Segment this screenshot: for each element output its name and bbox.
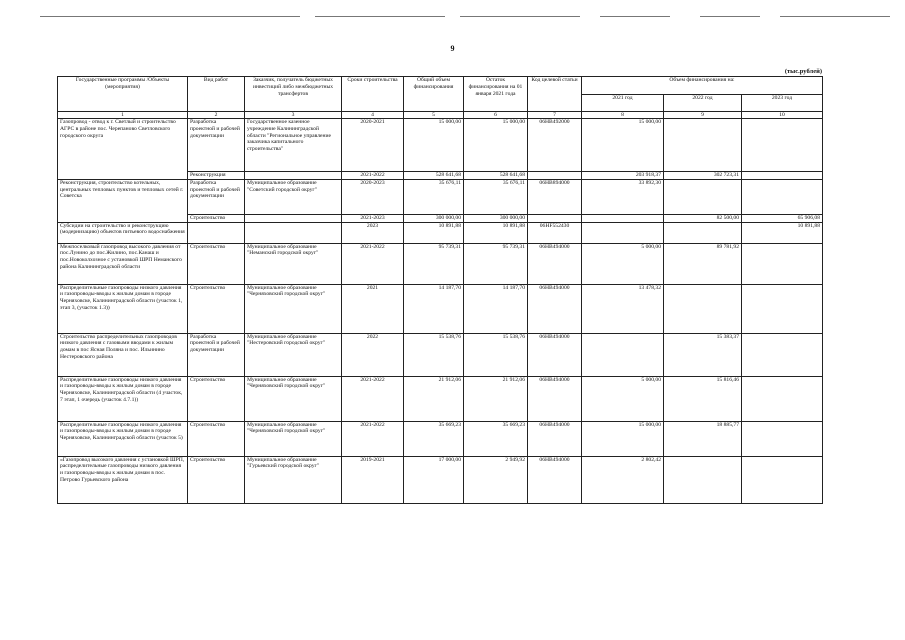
work-type: Строительство: [188, 243, 245, 284]
units-note: (тыс.рублей): [784, 68, 822, 75]
amount-2022: [664, 119, 742, 172]
amount-2022: 82 500,00: [664, 214, 742, 222]
target-code: 06НВ494000: [528, 284, 582, 333]
rest-amount: 21 912,06: [464, 376, 528, 421]
program-name: «Газопровод высокого давления с установкой ШРП, распределительные газопроводы низкого давления и газопроводы-вводы к жилым домам в пос. Петрово Гурьевского района: [58, 456, 188, 503]
target-code: [528, 172, 582, 180]
work-type: Строительство: [188, 214, 245, 222]
total-amount: 15 000,00: [404, 119, 464, 172]
target-code: 06НВ494000: [528, 376, 582, 421]
column-number: 9: [664, 112, 742, 119]
amount-2022: 15 816,46: [664, 376, 742, 421]
rest-amount: 10 891,88: [464, 222, 528, 243]
rest-amount: 35 676,11: [464, 179, 528, 214]
rest-amount: 300 000,00: [464, 214, 528, 222]
term: 2023: [342, 222, 404, 243]
work-type: Строительство: [188, 284, 245, 333]
amount-2023: [742, 333, 823, 376]
amount-2023: [742, 456, 823, 503]
amount-2021: 13 478,32: [582, 284, 664, 333]
column-number: 1: [58, 112, 188, 119]
total-amount: 528 641,68: [404, 172, 464, 180]
table-row: [58, 119, 823, 172]
amount-2022: [664, 179, 742, 214]
rest-amount: 15 000,00: [464, 119, 528, 172]
total-amount: 10 891,88: [404, 222, 464, 243]
customer: Муниципальное образование "Черняховский городской округ": [245, 284, 342, 333]
customer: [245, 222, 342, 243]
amount-2021: 33 892,30: [582, 179, 664, 214]
header-term: Сроки строительства: [342, 77, 404, 112]
target-code: 06НВ494000: [528, 421, 582, 456]
table-row: [58, 222, 823, 243]
total-amount: 300 000,00: [404, 214, 464, 222]
amount-2023: 10 891,88: [742, 222, 823, 243]
column-number: 5: [404, 112, 464, 119]
amount-2022: [664, 222, 742, 243]
rest-amount: 15 538,76: [464, 333, 528, 376]
amount-2023: [742, 284, 823, 333]
header-rest: Остаток финансирования на 01 января 2021 года: [464, 77, 528, 112]
page-number: 9: [450, 44, 455, 53]
amount-2021: [582, 222, 664, 243]
work-type: Разработка проектной и рабочей документации: [188, 119, 245, 172]
target-code: 06НВ494000: [528, 456, 582, 503]
program-name: Распределительные газопроводы низкого давления и газопроводы-вводы к жилым домам в городе Черняховске, Калининградской области (4 участок, 7 этап, 1 очередь (участок 4.7.1)): [58, 376, 188, 421]
amount-2023: [742, 119, 823, 172]
header-code: Код целевой статьи: [528, 77, 582, 112]
customer: Государственное казенное учреждение Калининградской области "Региональное управление заказчика капитального строительства": [245, 119, 342, 172]
term: 2021: [342, 284, 404, 333]
customer: [245, 214, 342, 222]
header-row: [58, 77, 823, 95]
amount-2022: 89 781,92: [664, 243, 742, 284]
total-amount: 15 538,76: [404, 333, 464, 376]
table-row: [58, 284, 823, 333]
amount-2022: [664, 456, 742, 503]
header-total: Общий объем финансирования: [404, 77, 464, 112]
target-code: 06НВ494000: [528, 333, 582, 376]
column-number: 6: [464, 112, 528, 119]
customer: Муниципальное образование "Черняховский городской округ": [245, 421, 342, 456]
target-code: 06НВ494000: [528, 243, 582, 284]
term: 2022: [342, 333, 404, 376]
customer: Муниципальное образование "Гурьевский городской округ": [245, 456, 342, 503]
term: 2021-2022: [342, 172, 404, 180]
total-amount: 35 676,11: [404, 179, 464, 214]
table-row: [58, 376, 823, 421]
customer: Муниципальное образование "Советский городской округ": [245, 179, 342, 214]
amount-2021: 2 802,42: [582, 456, 664, 503]
amount-2023: [742, 172, 823, 180]
total-amount: 17 000,00: [404, 456, 464, 503]
rest-amount: 14 187,70: [464, 284, 528, 333]
rest-amount: 2 949,92: [464, 456, 528, 503]
amount-2023: [742, 179, 823, 214]
column-numbers-row: [58, 112, 823, 119]
customer: Муниципальное образование "Нестеровский городской округ": [245, 333, 342, 376]
work-type: Строительство: [188, 376, 245, 421]
amount-2022: 15 383,37: [664, 333, 742, 376]
amount-2023: [742, 421, 823, 456]
header-work-type: Вид работ: [188, 77, 245, 112]
header-customer: Заказчик, получатель бюджетных инвестиций либо межбюджетных трансфертов: [245, 77, 342, 112]
table-row: [58, 243, 823, 284]
work-type: Реконструкция: [188, 172, 245, 180]
amount-2021: 5 000,00: [582, 243, 664, 284]
amount-2022: 302 723,31: [664, 172, 742, 180]
term: 2021-2022: [342, 243, 404, 284]
amount-2021: 203 918,37: [582, 172, 664, 180]
column-number: 4: [342, 112, 404, 119]
work-type: Разработка проектной и рабочей документации: [188, 333, 245, 376]
term: 2019-2021: [342, 456, 404, 503]
header-financing-group: Объем финансирования на:: [582, 77, 823, 95]
customer: Муниципальное образование "Черняховский городской округ": [245, 376, 342, 421]
rest-amount: 35 669,23: [464, 421, 528, 456]
amount-2021: [582, 333, 664, 376]
column-number: 7: [528, 112, 582, 119]
program-name: Распределительные газопроводы низкого давления и газопроводы-вводы к жилым домам в городе Черняховске, Калининградской области (участок 5): [58, 421, 188, 456]
table-row: [58, 421, 823, 456]
amount-2023: 65 906,08: [742, 214, 823, 222]
program-name: Строительство распределительных газопроводов низкого давления с газовыми вводами к жилым домам в пос Ясная Поляна и пос. Ильинино Нестеровского района: [58, 333, 188, 376]
amount-2021: [582, 214, 664, 222]
column-number: 3: [245, 112, 342, 119]
work-type: Разработка проектной и рабочей документации: [188, 179, 245, 214]
program-name: Распределительные газопроводы низкого давления и газопроводы-вводы к жилым домам в городе Черняховске, Калининградской области (участок 1, этап 3, (участок 1.3)): [58, 284, 188, 333]
amount-2021: 15 000,00: [582, 119, 664, 172]
rest-amount: 95 739,31: [464, 243, 528, 284]
work-type: Строительство: [188, 456, 245, 503]
target-code: 06НВ894000: [528, 179, 582, 214]
customer: [245, 172, 342, 180]
program-name: Межпоселковый газопровод высокого давления от пос.Лунино до пос.Жилино, пос.Канаш и пос.Новоколхозное с установкой ШРП Неманского района Калининградской области: [58, 243, 188, 284]
scan-top-edge-marks: [40, 14, 900, 20]
program-name: Реконструкция, строительство котельных, центральных тепловых пунктов и тепловых сетей г. Советска: [58, 179, 188, 222]
term: 2020-2023: [342, 179, 404, 214]
term: 2021-2022: [342, 376, 404, 421]
total-amount: 95 739,31: [404, 243, 464, 284]
target-code: 06НВ492000: [528, 119, 582, 172]
column-number: 8: [582, 112, 664, 119]
table-row: [58, 456, 823, 503]
program-name: Субсидии на строительство и реконструкцию (модернизацию) объектов питьевого водоснабжения: [58, 222, 188, 243]
target-code: 06НF552430: [528, 222, 582, 243]
total-amount: 14 187,70: [404, 284, 464, 333]
work-type: Строительство: [188, 421, 245, 456]
target-code: [528, 214, 582, 222]
amount-2021: 5 000,00: [582, 376, 664, 421]
amount-2023: [742, 243, 823, 284]
total-amount: 21 912,06: [404, 376, 464, 421]
header-2021: 2021 год: [582, 94, 664, 112]
program-name: Газопровод - отвод к г. Светлый и строительство АГРС в районе пос. Черепаново Светловского городского округа: [58, 119, 188, 180]
term: 2020-2021: [342, 119, 404, 172]
header-2022: 2022 год: [664, 94, 742, 112]
rest-amount: 528 641,68: [464, 172, 528, 180]
amount-2023: [742, 376, 823, 421]
term: 2021-2022: [342, 421, 404, 456]
amount-2021: 15 000,00: [582, 421, 664, 456]
term: 2021-2023: [342, 214, 404, 222]
amount-2022: 18 885,77: [664, 421, 742, 456]
header-programs: Государственные программы /Объекты (мероприятия): [58, 77, 188, 112]
customer: Муниципальное образование "Неманский городской округ": [245, 243, 342, 284]
header-2023: 2023 год: [742, 94, 823, 112]
column-number: 10: [742, 112, 823, 119]
table-row: [58, 179, 823, 214]
work-type: [188, 222, 245, 243]
amount-2022: [664, 284, 742, 333]
total-amount: 35 669,23: [404, 421, 464, 456]
financing-table: [57, 76, 823, 504]
column-number: 2: [188, 112, 245, 119]
table-row: [58, 333, 823, 376]
